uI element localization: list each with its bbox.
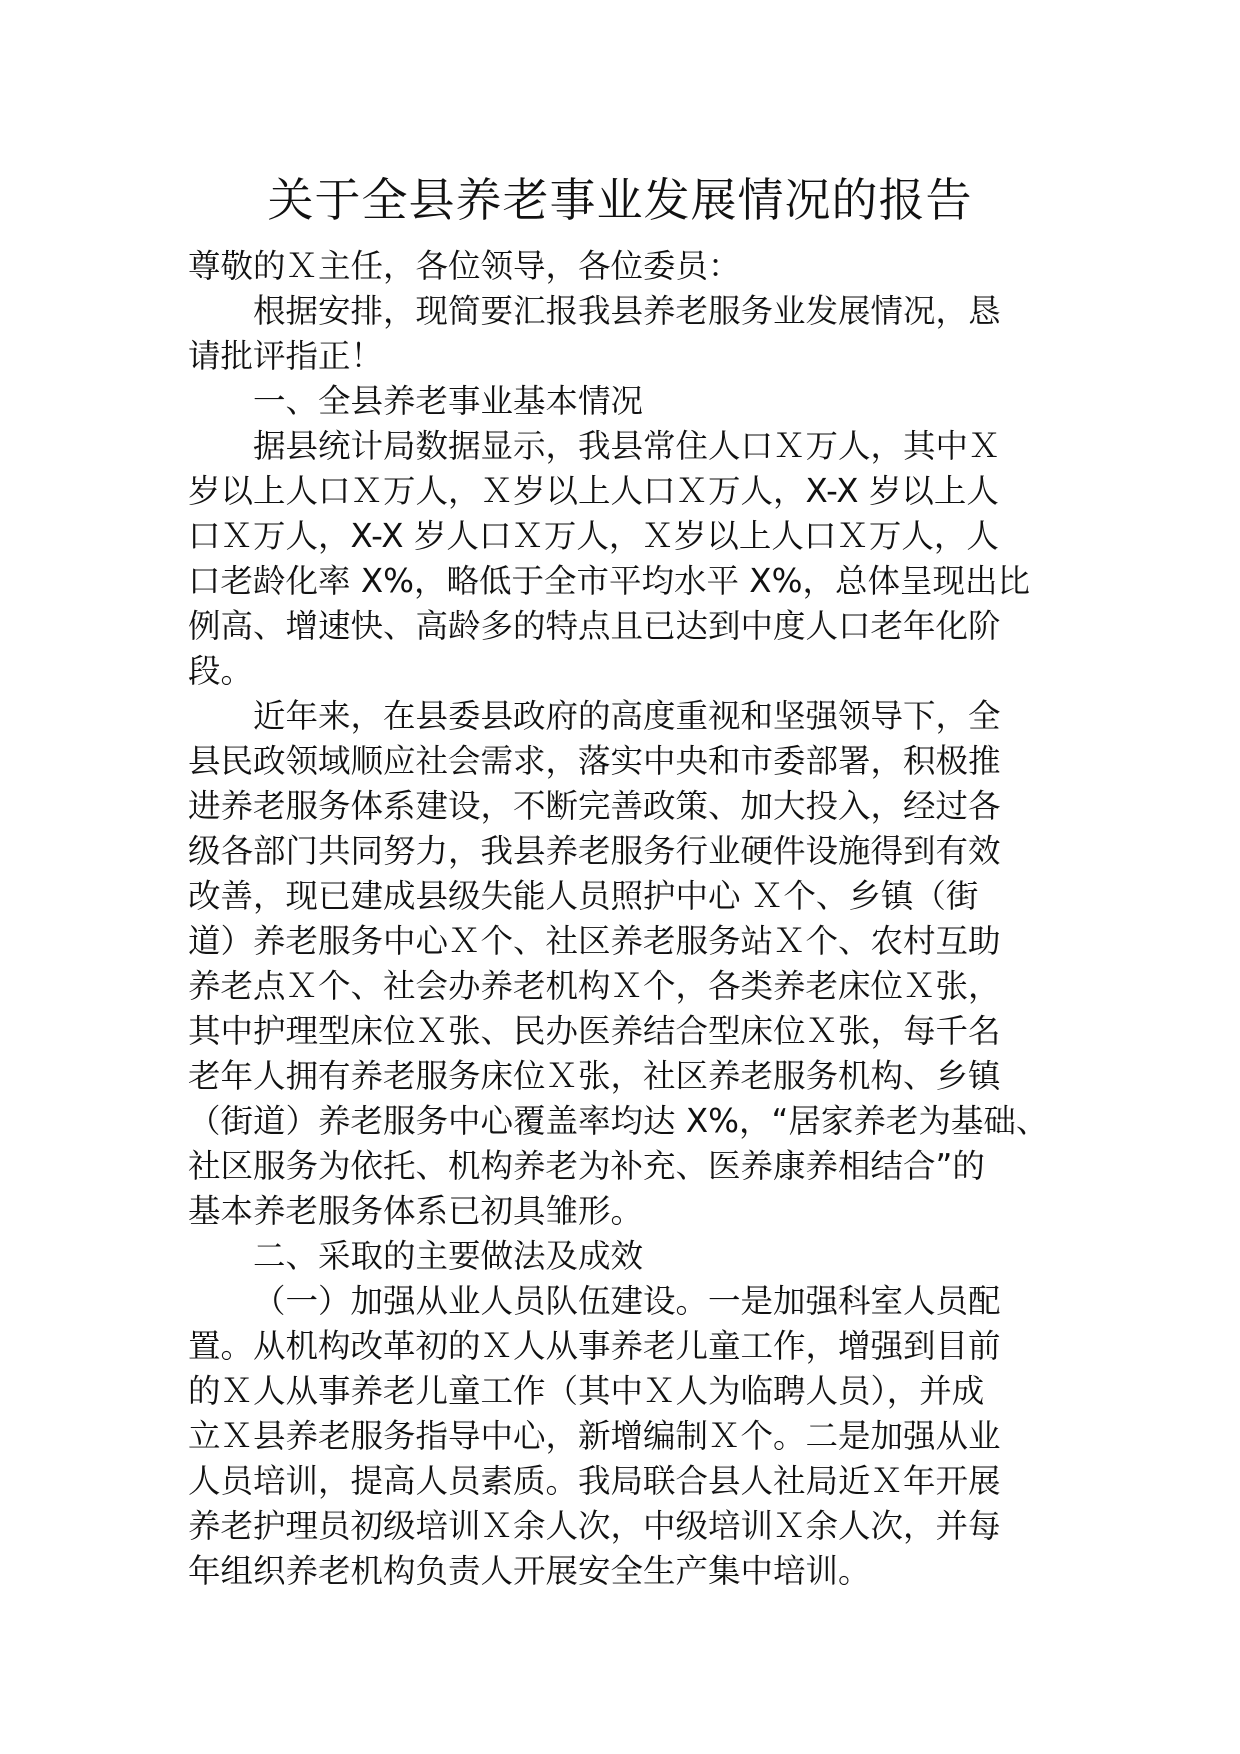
paragraph-line: 口Ｘ万人，X-X 岁人口Ｘ万人，Ｘ岁以上人口Ｘ万人，人 xyxy=(188,517,999,555)
paragraph-line: 据县统计局数据显示，我县常住人口Ｘ万人，其中Ｘ xyxy=(253,427,1001,465)
paragraph-line: 社区服务为依托、机构养老为补充、医养康养相结合”的 xyxy=(188,1147,985,1185)
paragraph-line: 老年人拥有养老服务床位Ｘ张，社区养老服务机构、乡镇 xyxy=(188,1057,1001,1095)
paragraph-line: 岁以上人口Ｘ万人，Ｘ岁以上人口Ｘ万人，X-X 岁以上人 xyxy=(188,472,999,510)
intro-line: 根据安排，现简要汇报我县养老服务业发展情况，恳 xyxy=(253,292,1001,330)
intro-line: 请批评指正！ xyxy=(188,337,384,375)
paragraph-line: 置。从机构改革初的Ｘ人从事养老儿童工作，增强到目前 xyxy=(188,1327,1001,1365)
paragraph-line: 其中护理型床位Ｘ张、民办医养结合型床位Ｘ张，每千名 xyxy=(188,1012,1001,1050)
paragraph-line: 级各部门共同努力，我县养老服务行业硬件设施得到有效 xyxy=(188,832,1001,870)
paragraph-line: 近年来，在县委县政府的高度重视和坚强领导下，全 xyxy=(253,697,1001,735)
paragraph-line: 改善，现已建成县级失能人员照护中心 Ｘ个、乡镇（街 xyxy=(188,877,979,915)
paragraph-line: 县民政领域顺应社会需求，落实中央和市委部署，积极推 xyxy=(188,742,1001,780)
paragraph-line: 的Ｘ人从事养老儿童工作（其中Ｘ人为临聘人员），并成 xyxy=(188,1372,985,1410)
paragraph-line: （街道）养老服务中心覆盖率均达 X%，“居家养老为基础、 xyxy=(188,1102,1049,1140)
paragraph-line: 进养老服务体系建设，不断完善政策、加大投入，经过各 xyxy=(188,787,1001,825)
document-body xyxy=(188,244,1064,1594)
paragraph-line: 例高、增速快、高龄多的特点且已达到中度人口老年化阶 xyxy=(188,607,1001,645)
document-title: 关于全县养老事业发展情况的报告 xyxy=(267,173,973,227)
paragraph-line: （一）加强从业人员队伍建设。一是加强科室人员配 xyxy=(253,1282,1001,1320)
section-heading-1: 一、全县养老事业基本情况 xyxy=(253,382,644,420)
paragraph-line: 道）养老服务中心Ｘ个、社区养老服务站Ｘ个、农村互助 xyxy=(188,922,1001,960)
paragraph-line: 年组织养老机构负责人开展安全生产集中培训。 xyxy=(188,1552,871,1590)
paragraph-line: 段。 xyxy=(188,652,254,690)
salutation: 尊敬的Ｘ主任，各位领导，各位委员： xyxy=(188,247,741,285)
paragraph-line: 养老点Ｘ个、社会办养老机构Ｘ个，各类养老床位Ｘ张， xyxy=(188,967,1001,1005)
section-heading-2: 二、采取的主要做法及成效 xyxy=(253,1237,644,1275)
paragraph-line: 立Ｘ县养老服务指导中心，新增编制Ｘ个。二是加强从业 xyxy=(188,1417,1001,1455)
paragraph-line: 口老龄化率 X%，略低于全市平均水平 X%，总体呈现出比 xyxy=(188,562,1030,600)
paragraph-line: 基本养老服务体系已初具雏形。 xyxy=(188,1192,644,1230)
paragraph-line: 人员培训，提高人员素质。我局联合县人社局近Ｘ年开展 xyxy=(188,1462,1001,1500)
paragraph-line: 养老护理员初级培训Ｘ余人次，中级培训Ｘ余人次，并每 xyxy=(188,1507,1001,1545)
